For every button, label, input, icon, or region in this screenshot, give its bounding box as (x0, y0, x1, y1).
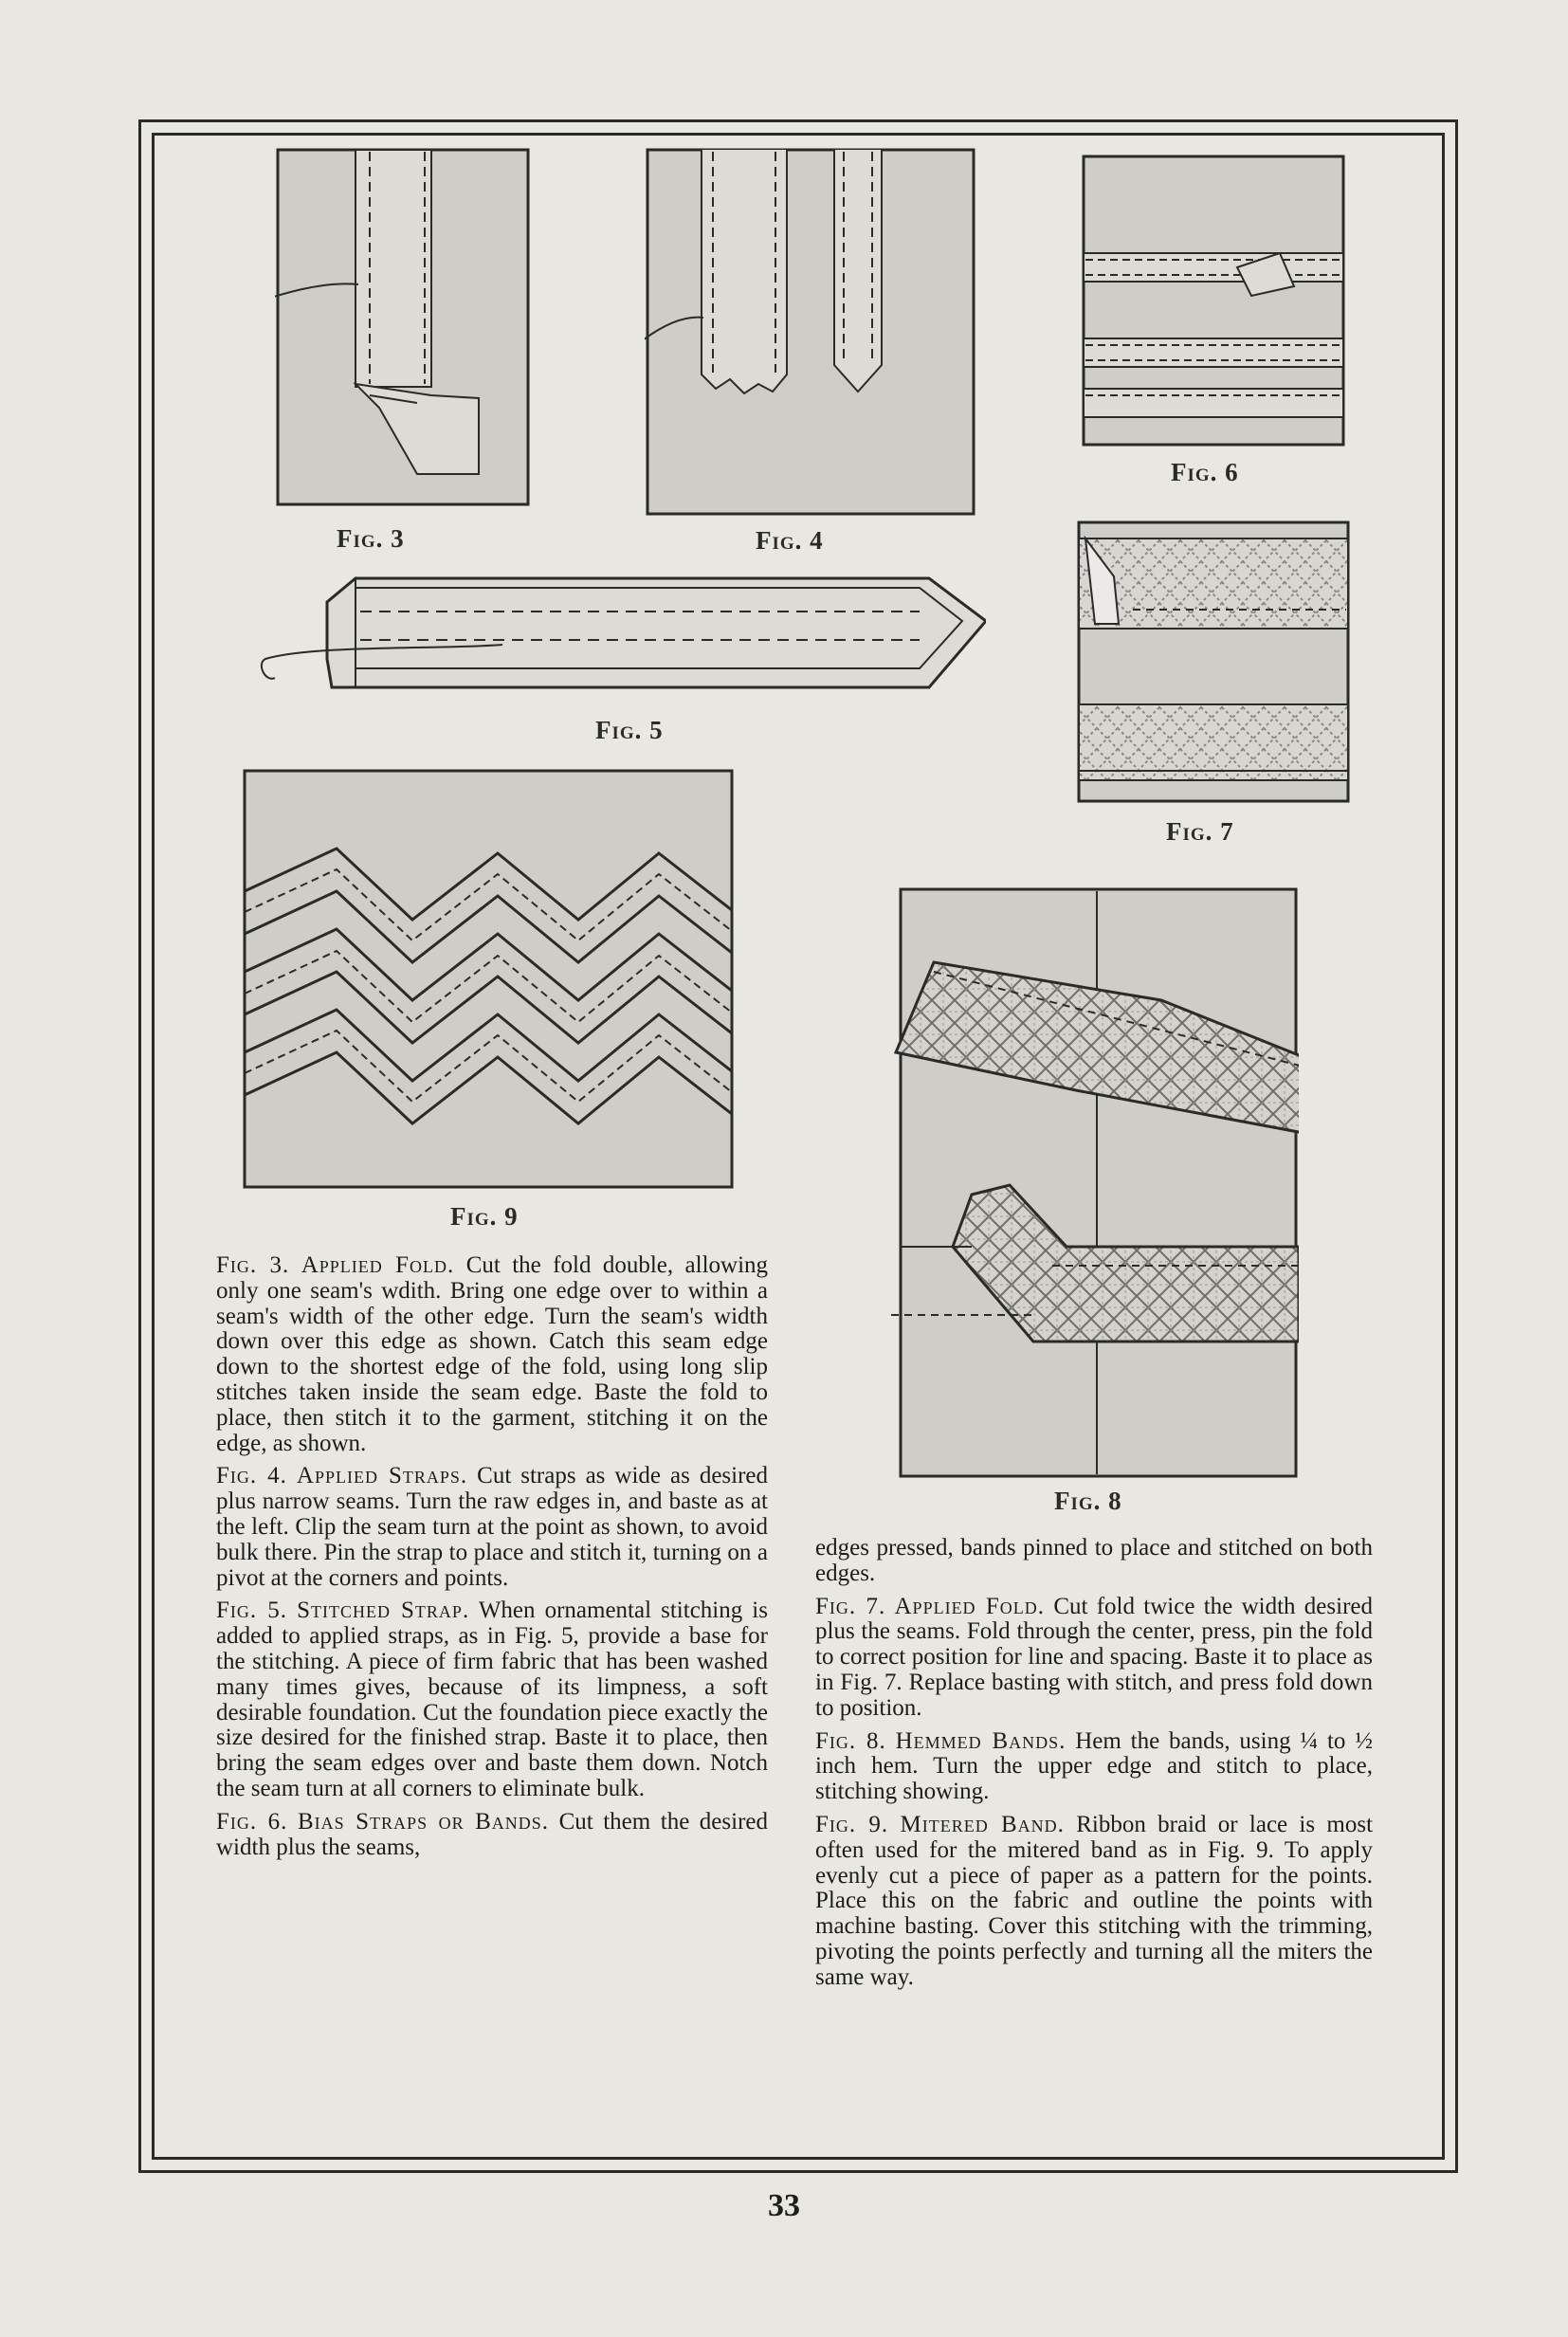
figure-3-illustration (275, 147, 531, 507)
figure-8-caption: Fig. 8 (1054, 1487, 1122, 1515)
figure-9-illustration (242, 768, 735, 1190)
paragraph-fig4: Fig. 4. Applied Straps. Cut straps as wide as desired plus narrow seams. Turn the raw edges in, and baste as at the left. Clip the seam turn at the point as shown, to avoid bulk there. Pin the strap to place and stitch it, turning on a pivot at the corners and points. (216, 1463, 769, 1591)
right-text-column (815, 1536, 1373, 1999)
figure-8-illustration (886, 886, 1299, 1479)
paragraph-fig3: Fig. 3. Applied Fold. Cut the fold double, allowing only one seam's wdith. Bring one edge over to within a seam's width of the other edge. Turn the seam's width down over this edge as shown. Catch this seam edge down to the shortest edge of the fold, using long slip stitches taken inside the seam edge. Baste the fold to place, then stitch it to the garment, stitching it on the edge, as shown. (216, 1252, 769, 1456)
paragraph-fig8: Fig. 8. Hemmed Bands. Hem the bands, using ¼ to ½ inch hem. Turn the upper edge and stitch to place, stitching showing. (815, 1727, 1373, 1805)
paragraph-fig6-continued: edges pressed, bands pinned to place and stitched on both edges. (815, 1535, 1373, 1586)
figure-6-caption: Fig. 6 (1171, 458, 1239, 486)
figure-4-illustration (645, 147, 976, 517)
figure-4-caption: Fig. 4 (756, 526, 824, 555)
page-number: 33 (768, 2188, 800, 2223)
figure-5-caption: Fig. 5 (595, 716, 664, 744)
figure-5-illustration (256, 569, 986, 702)
figure-7-caption: Fig. 7 (1166, 817, 1234, 846)
left-text-column (216, 1253, 768, 1868)
paragraph-fig6: Fig. 6. Bias Straps or Bands. Cut them the desired width plus the seams, (216, 1808, 769, 1860)
paragraph-fig5: Fig. 5. Stitched Strap. When ornamental stitching is added to applied straps, as in Fig. 5, provide a base for the stitching. A piece of firm fabric that has been washed many times gives, because of its limpness, a soft desirable foundation. Cut the foundation piece exactly the size desired for the finished strap. Baste it to place, then bring the seam edges over and baste them down. Notch the seam turn at all corners to eliminate bulk. (216, 1598, 768, 1801)
figure-6-illustration (1081, 154, 1346, 447)
figure-7-illustration (1076, 520, 1351, 804)
paragraph-fig7: Fig. 7. Applied Fold. Cut fold twice the width desired plus the seams. Fold through the center, press, pin the fold to correct position for line and spacing. Baste it to place as in Fig. 7. Replace basting with stitch, and press fold down to position. (815, 1593, 1373, 1721)
paragraph-fig9: Fig. 9. Mitered Band. Ribbon braid or lace is most often used for the mitered band as in Fig. 9. To apply evenly cut a piece of paper as a pattern for the points. Place this on the fabric and outline the points with machine basting. Cover this stitching with the trimming, pivoting the points perfectly and turning all the miters the same way. (815, 1811, 1374, 1990)
figure-9-caption: Fig. 9 (450, 1202, 519, 1231)
figure-3-caption: Fig. 3 (337, 524, 405, 553)
